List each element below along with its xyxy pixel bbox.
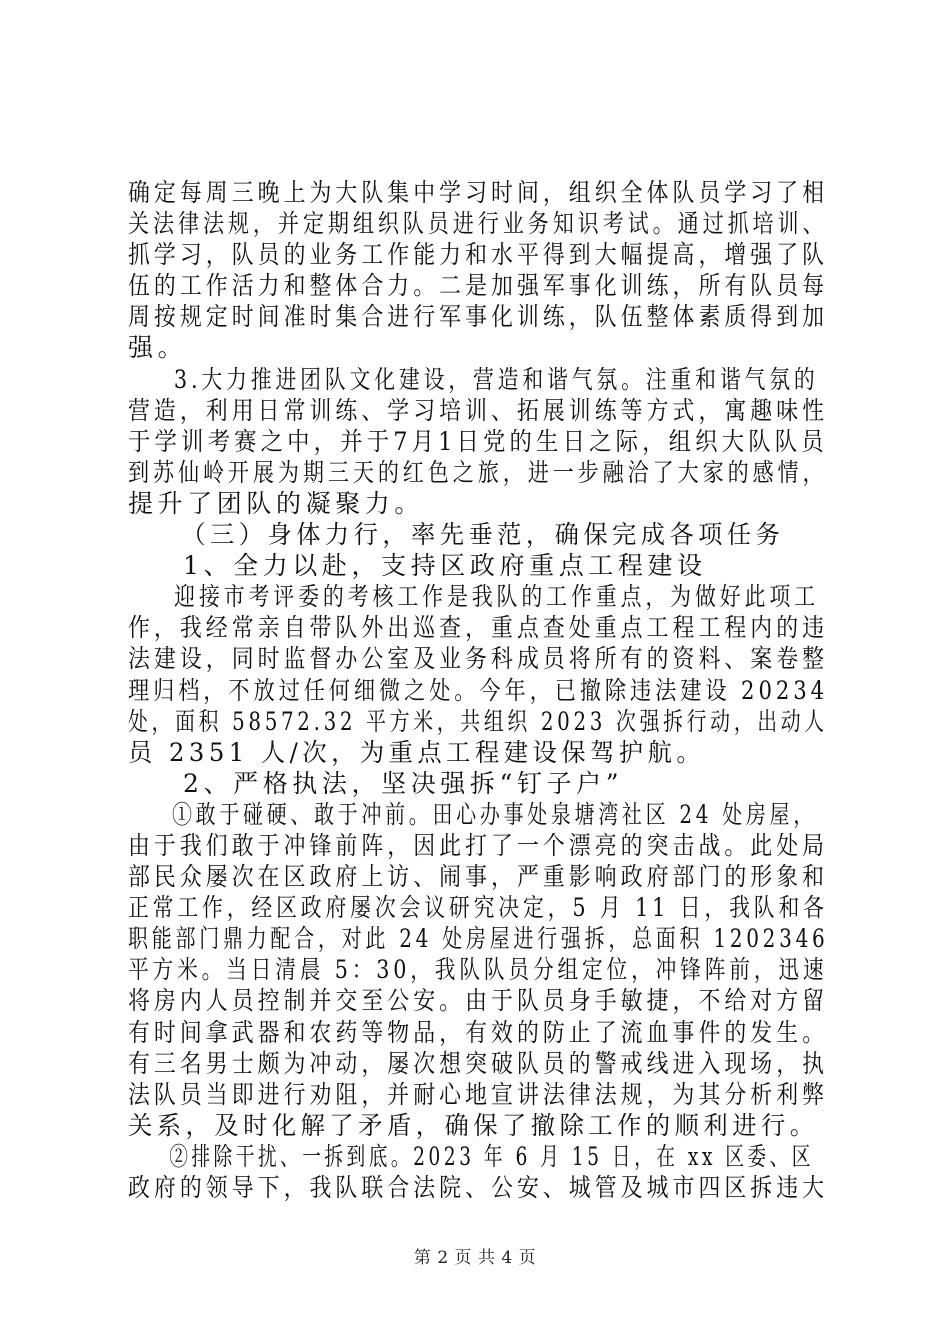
text-line: 关系，及时化解了矛盾，确保了撤除工作的顺利进行。 xyxy=(128,1110,819,1140)
text-line: 有三名男士颇为冲动，屡次想突破队员的警戒线进入现场，执 xyxy=(128,1048,829,1078)
text-line: （三）身体力行，率先垂范，确保完成各项任务 xyxy=(181,520,785,550)
text-line: 迎接市考评委的考核工作是我队的工作重点，为做好此项工 xyxy=(174,582,820,612)
text-line: 处，面积 58572.32 平方米，共组织 2023 次强拆行动，出动人 xyxy=(128,706,828,736)
text-line: 营造，利用日常训练、学习培训、拓展训练等方式，寓趣味性 xyxy=(128,395,829,425)
body-text xyxy=(128,177,848,1203)
text-line: 正常工作，经区政府屡次会议研究决定，5 月 11 日，我队和各 xyxy=(128,893,828,923)
text-line: 将房内人员控制并交至公安。由于队员身手敏捷，不给对方留 xyxy=(128,986,829,1016)
text-line: 理归档，不放过任何细微之处。今年，已撤除违法建设 20234 xyxy=(128,675,829,705)
text-line: 周按规定时间准时集合进行军事化训练，队伍整体素质得到加 xyxy=(128,302,829,332)
text-line: 强。 xyxy=(128,333,188,363)
text-line: 部民众屡次在区政府上访、闹事，严重影响政府部门的形象和 xyxy=(128,862,829,892)
text-line: 政府的领导下，我队联合法院、公安、城管及城市四区拆违大 xyxy=(128,1173,829,1202)
text-line: 2、严格执法，坚决强拆“钉子户” xyxy=(183,768,624,798)
text-line: 有时间拿武器和农药等物品，有效的防止了流血事件的发生。 xyxy=(128,1017,829,1047)
text-line: 关法律法规，并定期组织队员进行业务知识考试。通过抓培训、 xyxy=(128,209,828,239)
text-line: 职能部门鼎力配合，对此 24 处房屋进行强拆，总面积 1202346 xyxy=(128,924,829,954)
text-line: 由于我们敢于冲锋前阵，因此打了一个漂亮的突击战。此处局 xyxy=(128,830,829,860)
text-line: 确定每周三晚上为大队集中学习时间，组织全体队员学习了相 xyxy=(128,178,829,207)
text-line: 抓学习，队员的业务工作能力和水平得到大幅提高，增强了队 xyxy=(128,240,829,270)
text-line: 于学训考赛之中，并于7月1日党的生日之际，组织大队队员 xyxy=(128,426,828,456)
text-line: 1、全力以赴，支持区政府重点工程建设 xyxy=(183,551,707,581)
text-line: 提升了团队的凝聚力。 xyxy=(128,488,425,518)
text-line: 员 2351 人/次，为重点工程建设保驾护航。 xyxy=(128,737,706,767)
text-line: ②排除干扰、一拆到底。2023 年 6 月 15 日，在 xx 区委、区 xyxy=(169,1141,814,1171)
text-line: 3.大力推进团队文化建设，营造和谐气氛。注重和谐气氛的 xyxy=(173,364,819,394)
text-line: 法队员当即进行劝阻，并耐心地宣讲法律法规，为其分析利弊 xyxy=(128,1079,829,1109)
text-line: 平方米。当日清晨 5：30，我队队员分组定位，冲锋阵前，迅速 xyxy=(128,955,828,985)
text-line: 法建设，同时监督办公室及业务科成员将所有的资料、案卷整 xyxy=(128,644,829,674)
text-line: 作，我经常亲自带队外出巡查，重点查处重点工程工程内的违 xyxy=(128,613,829,643)
text-line: ①敢于碰硬、敢于冲前。田心办事处泉塘湾社区 24 处房屋， xyxy=(172,799,817,829)
page-footer: 第 2 页 共 4 页 xyxy=(413,1248,537,1268)
text-line: 到苏仙岭开展为期三天的红色之旅，进一步融洽了大家的感情， xyxy=(128,457,828,487)
text-line: 伍的工作活力和整体合力。二是加强军事化训练，所有队员每 xyxy=(128,271,829,301)
